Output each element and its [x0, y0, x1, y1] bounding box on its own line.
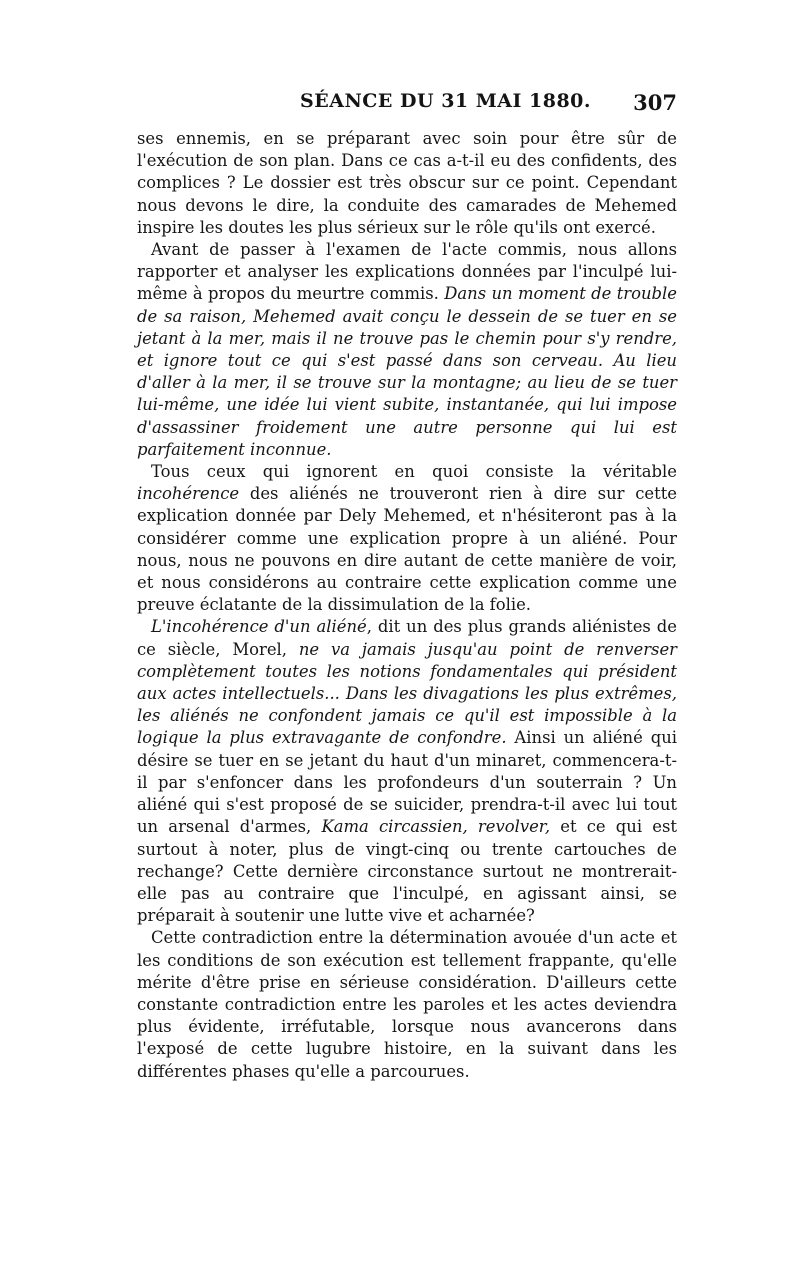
paragraph [137, 461, 677, 616]
page-header [137, 90, 677, 116]
text-run: Ainsi un aliéné qui désire se tuer en se jetant du haut d'un minaret, commencera-t-il par s'enfoncer dans les profondeurs d'un souterrain ? Un aliéné qui s'est proposé de se suicider, prendra-t-il avec lui tout un arsenal d'armes, [137, 728, 677, 837]
text-run: Cette contradiction entre la détermination avouée d'un acte et les conditions de son exécution est tellement frappante, qu'elle mérite d'être prise en sérieuse considération. D'ailleurs cette constante contradiction entre les paroles et les actes deviendra plus évidente, irréfutable, lorsque nous avancerons dans l'exposé de cette lugubre histoire, en la suivant dans les différentes phases qu'elle a parcourues. [137, 928, 677, 1081]
text-run: ses ennemis, en se préparant avec soin pour être sûr de l'exécution de son plan. Dans ce cas a-t-il eu des confidents, des complices ? Le dossier est très obscur sur ce point. Cependant nous devons le dire, la conduite des camarades de Mehemed inspire les doutes les plus sérieux sur le rôle qu'ils ont exercé. [137, 129, 677, 237]
italic-text-run: incohérence [137, 484, 240, 504]
page-number: 307 [633, 90, 677, 115]
paragraph [137, 239, 677, 461]
text-run: des aliénés ne trouveront rien à dire sur cette explication donnée par Dely Mehemed, et n'hésiteront pas à la considérer comme une explication propre à un aliéné. Pour nous, nous ne pouvons en dire autant de cette manière de voir, et nous considérons au contraire cette explication comme une preuve éclatante de la dissimulation de la folie. [137, 484, 677, 615]
text-run: , dit un des plus grands aliénistes de ce siècle, Morel, [137, 617, 677, 659]
text-run: Tous ceux qui ignorent en quoi consiste la véritable [151, 462, 677, 482]
body-text [137, 128, 677, 1083]
text-run: Avant de passer à l'examen de l'acte commis, nous allons rapporter et analyser les explications données par l'inculpé lui-même à propos du meurtre commis. [137, 240, 677, 304]
paragraph [137, 927, 677, 1082]
italic-text-run: L'incohérence d'un aliéné [151, 617, 367, 637]
italic-text-run: ne va jamais jusqu'au point de renverser complètement toutes les notions fondamentales qui président aux actes intellectuels... Dans les divagations les plus extrêmes, les aliénés ne confondent jamais ce qu'il est impossible à la logique la plus extravagante de confondre. [137, 639, 677, 748]
running-title: SÉANCE DU 31 MAI 1880. [300, 90, 592, 112]
italic-text-run: Kama circassien, revolver, [321, 817, 551, 837]
paragraph [137, 616, 677, 927]
italic-text-run: Dans un moment de trouble de sa raison, Mehemed avait conçu le dessein de se tuer en se jetant à la mer, mais il ne trouve pas le chemin pour s'y rendre, et ignore tout ce qui s'est passé dans son cerveau. Au lieu d'aller à la mer, il se trouve sur la montagne; au lieu de se tuer lui-même, une idée lui vient subite, instantanée, qui lui impose d'assassiner froidement une autre personne qui lui est parfaitement inconnue. [137, 284, 677, 459]
text-run: et ce qui est surtout à noter, plus de vingt-cinq ou trente cartouches de rechange? Cette dernière circonstance surtout ne montrerait-elle pas au contraire que l'inculpé, en agissant ainsi, se préparait à soutenir une lutte vive et acharnée? [137, 817, 677, 926]
paragraph [137, 128, 677, 239]
